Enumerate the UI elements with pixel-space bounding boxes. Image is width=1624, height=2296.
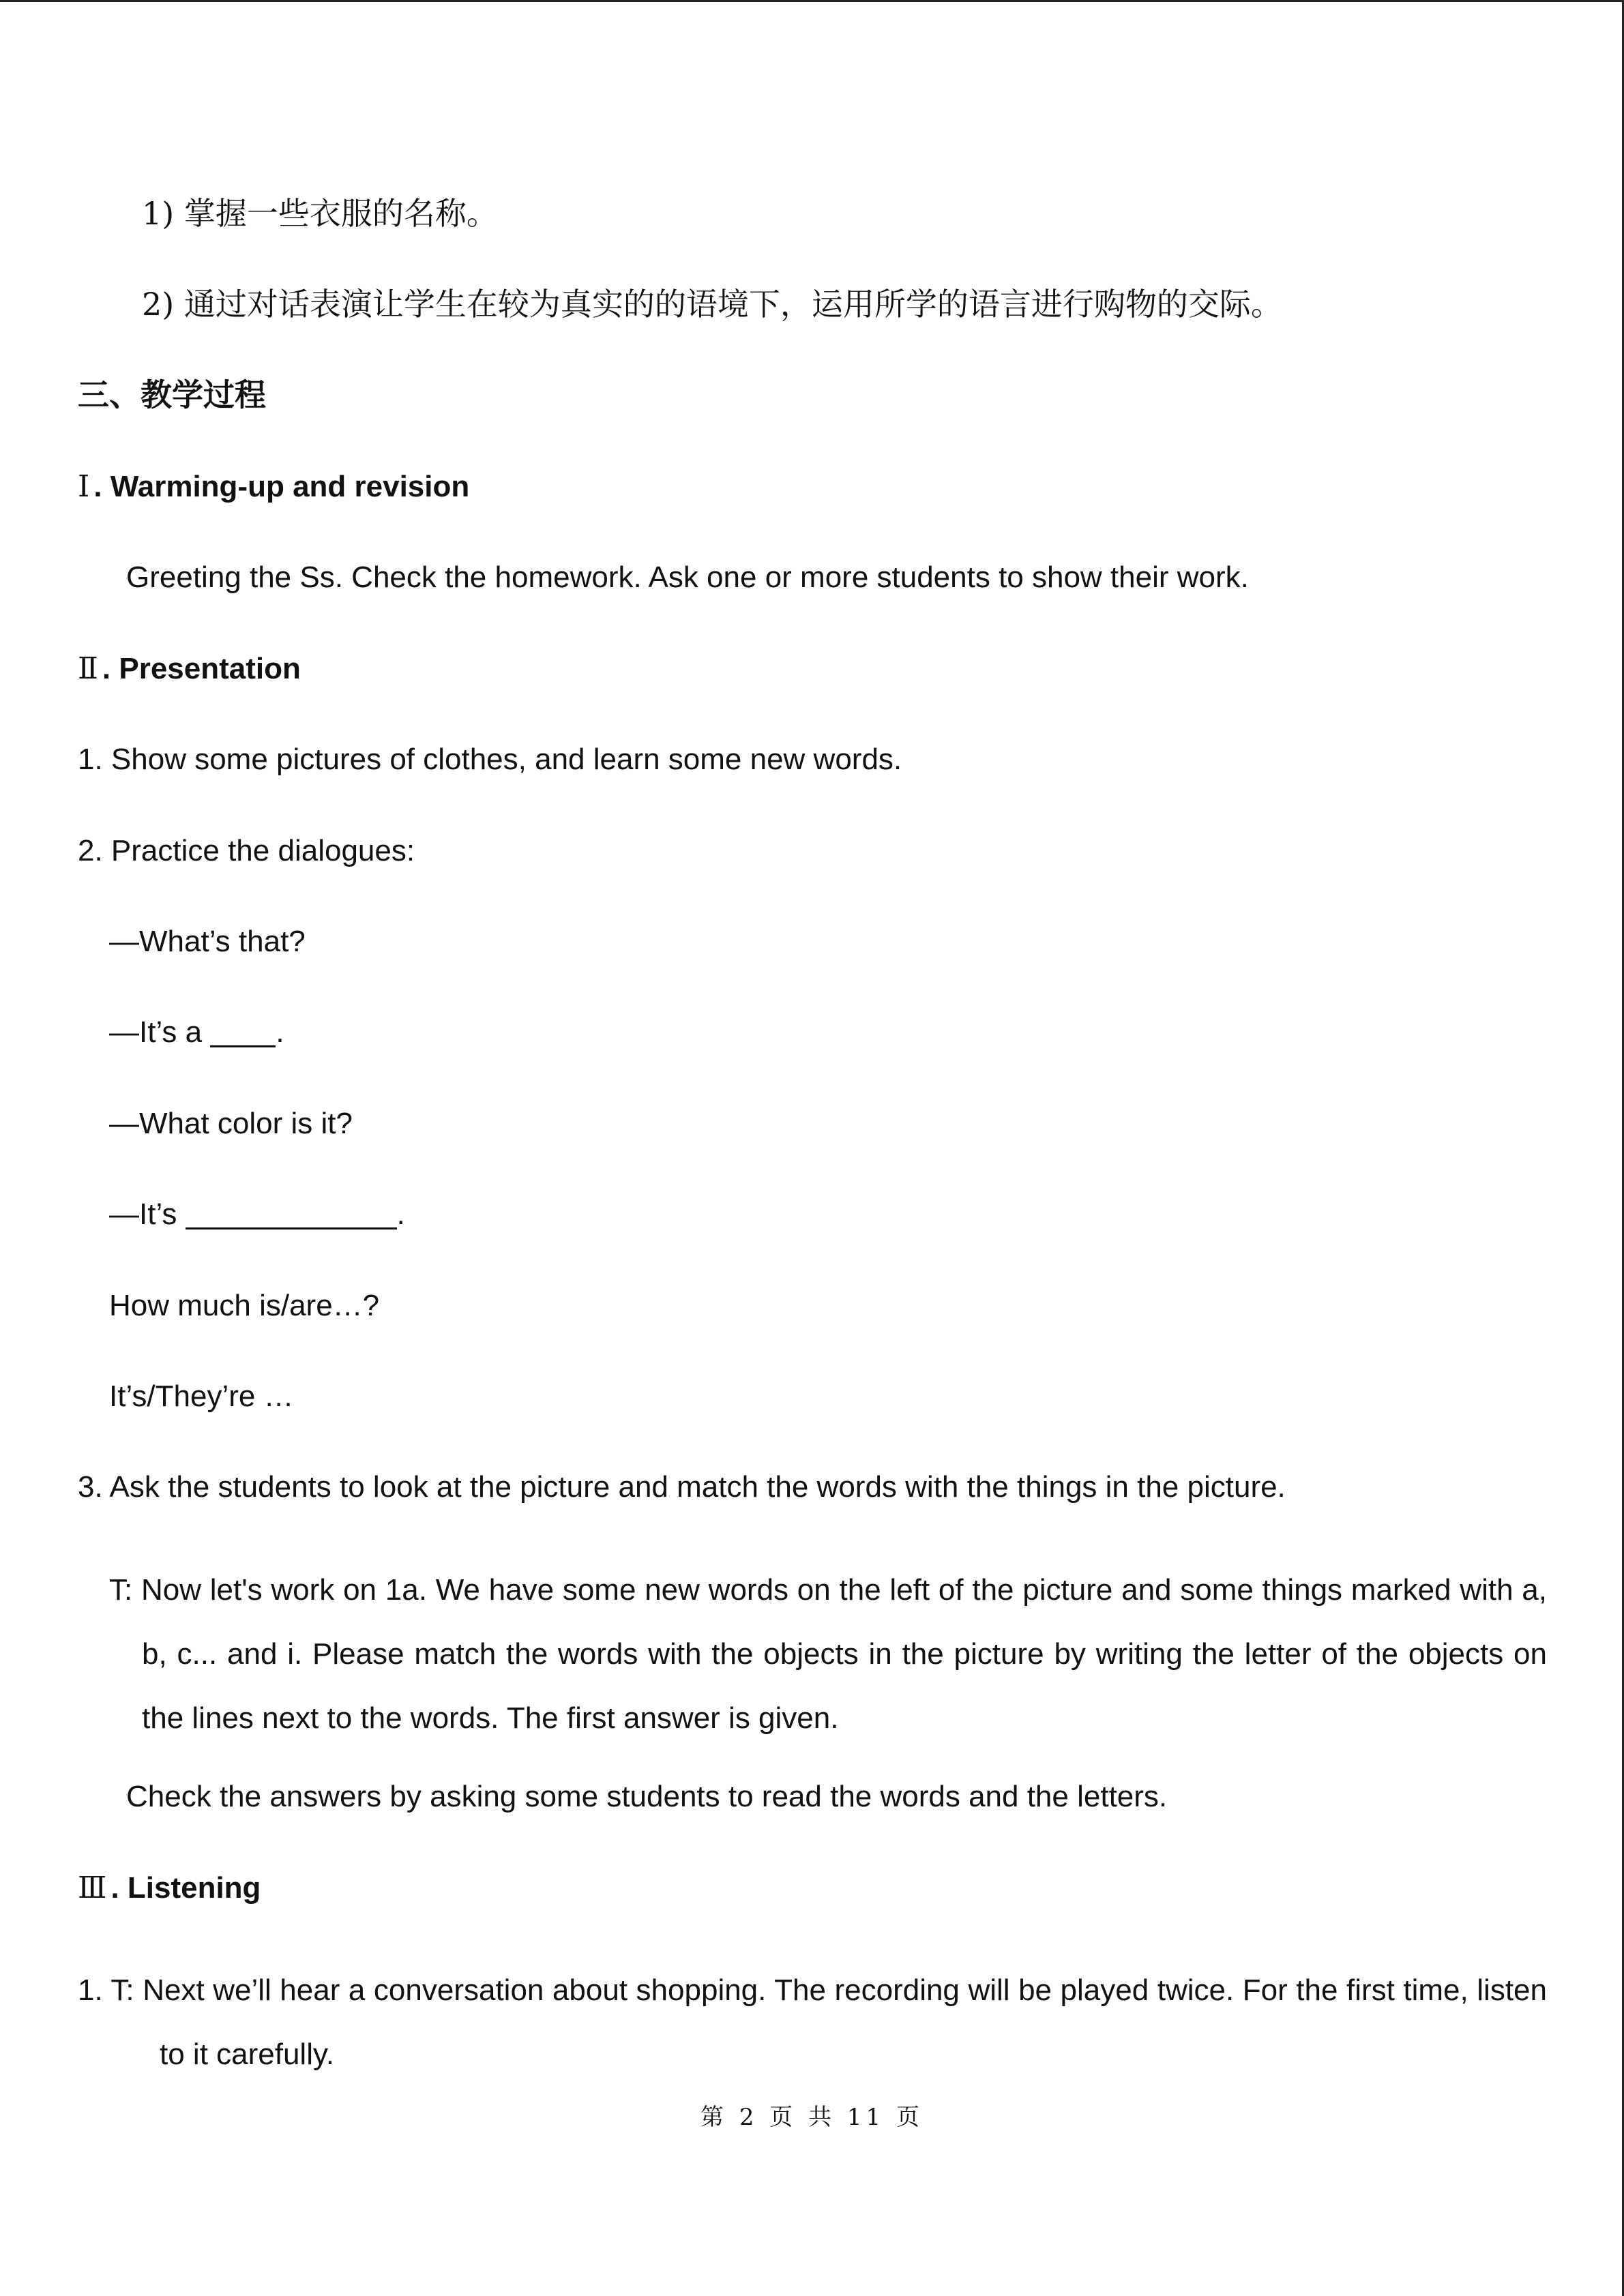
- objective-2-number: 2): [142, 286, 175, 323]
- part-3-numeral: Ⅲ: [78, 1870, 107, 1905]
- part-2-numeral: Ⅱ: [78, 651, 98, 686]
- part-1-heading: [78, 466, 469, 507]
- part-2-check: Check the answers by asking some students to read the words and the letters.: [126, 1780, 1168, 1813]
- part-2-step-2: 2. Practice the dialogues:: [78, 834, 415, 867]
- part-2-heading: [78, 648, 301, 689]
- dialogue-answer-3: It’s/They’re …: [109, 1380, 294, 1413]
- part-1-title: . Warming-up and revision: [93, 470, 470, 503]
- dialogue-answer-1: [109, 1012, 284, 1053]
- dialogue-question-3: How much is/are…?: [109, 1289, 380, 1322]
- dialogue-answer-2-prefix: —It’s: [109, 1197, 186, 1231]
- fill-in-blank-long: [186, 1200, 397, 1229]
- part-3-heading: [78, 1868, 261, 1909]
- dialogue-question-2: —What color is it?: [109, 1107, 353, 1140]
- part-1-numeral: Ⅰ: [78, 469, 90, 504]
- dialogue-answer-2-suffix: .: [396, 1197, 405, 1231]
- objective-1-text: 掌握一些衣服的名称。: [183, 195, 498, 232]
- teacher-instruction: T: Now let's work on 1a. We have some new words on the left of the picture and some things marked with a, b, c... and i. Please match the words with the objects in the picture by writing the letter of the objects on the lines next to the words. The first answer is given.: [109, 1573, 1547, 1735]
- fill-in-blank-short: [210, 1018, 276, 1047]
- part-2-step-3: 3. Ask the students to look at the picture and match the words with the things in the picture.: [78, 1470, 1286, 1504]
- dialogue-question-1: —What’s that?: [109, 925, 306, 958]
- objective-1: [142, 193, 498, 234]
- part-2-title: . Presentation: [102, 652, 301, 685]
- part-1-body: Greeting the Ss. Check the homework. Ask one or more students to show their work.: [126, 561, 1249, 594]
- part-3-title: . Listening: [110, 1871, 261, 1905]
- section-three-title: 三、教学过程: [78, 376, 266, 413]
- dialogue-answer-1-prefix: —It’s a: [109, 1015, 211, 1049]
- page-footer: 第 2 页 共 11 页: [700, 2104, 924, 2131]
- objective-1-number: 1): [142, 195, 175, 232]
- part-2-step-1: 1. Show some pictures of clothes, and learn some new words.: [78, 743, 902, 776]
- dialogue-answer-2: [109, 1194, 405, 1235]
- part-3-step-1: 1. T: Next we’ll hear a conversation about shopping. The recording will be played twice. For the first time, listen to it carefully.: [78, 1973, 1547, 2071]
- objective-2: [142, 284, 1282, 325]
- objective-2-text: 通过对话表演让学生在较为真实的的语境下，运用所学的语言进行购物的交际。: [183, 286, 1282, 323]
- dialogue-answer-1-suffix: .: [276, 1015, 284, 1049]
